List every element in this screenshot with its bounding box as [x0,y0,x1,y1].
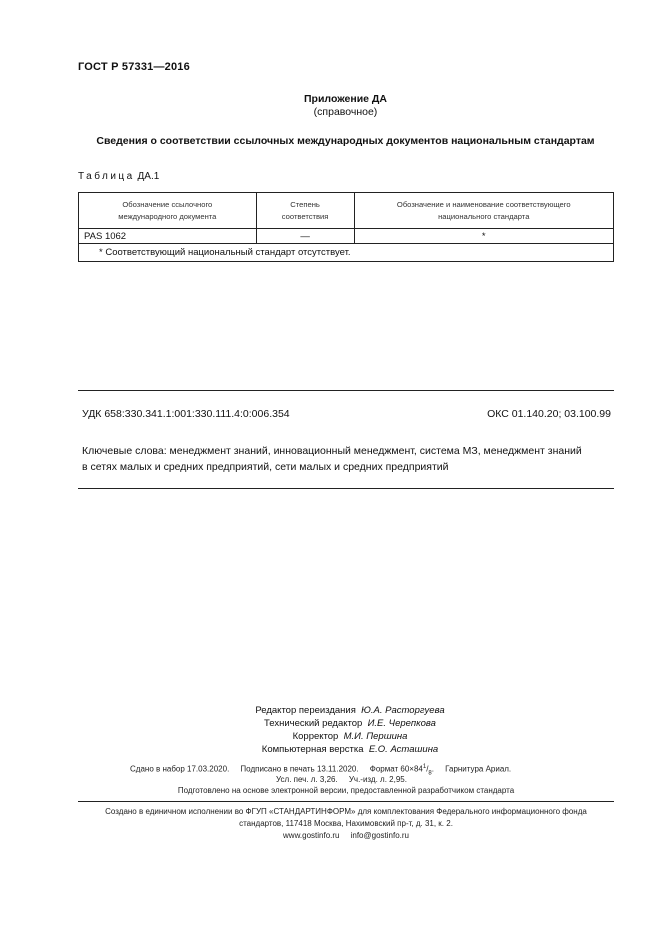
table-cell: PAS 1062 [79,229,257,244]
website-link[interactable]: www.gostinfo.ru [283,831,340,840]
credit-line: Корректор М.И. Першина [292,731,408,742]
footer: Создано в единичном исполнении во ФГУП «СТАНДАРТИНФОРМ» для комплектования Федерального информационного фонда стандартов, 117418 Москва, Нахимовский пр-т, д. 31, к. 2. www.gostinfo.ru info@gostinfo.ru [105,807,587,840]
credits [200,704,500,756]
table-header-cell: Степень соответствия [256,193,354,229]
publishing-line-1: Сдано в набор 17.03.2020. Подписано в печать 13.11.2020. Формат $60\times 84^1/_8$. Гарнитура Ариал. [130,764,512,777]
reference-table [78,192,614,262]
appendix-subtitle: (справочное) [313,106,378,118]
credit-line: Редактор переиздания Ю.А. Расторгуева [255,705,445,716]
table-header-cell: Обозначение ссылочного международного документа [79,193,257,229]
standard-number: ГОСТ Р 57331—2016 [78,61,190,73]
oks-code: ОКС 01.140.20; 03.100.99 [487,408,611,420]
table-note-row [79,244,614,262]
credit-line: Технический редактор И.Е. Черепкова [264,718,436,729]
table-row [79,229,614,244]
table-cell: — [256,229,354,244]
section-heading: Сведения о соответствии ссылочных международных документов национальным стандартам [96,135,595,147]
table-note: * Соответствующий национальный стандарт отсутствует. [79,244,614,262]
keywords: Ключевые слова: менеджмент знаний, инновационный менеджмент, система МЗ, менеджмент знаний в сетях малых и средних предприятий, сети малых и средних предприятий [82,445,582,473]
divider [78,390,614,391]
email-link[interactable]: info@gostinfo.ru [350,831,409,840]
table-caption-id: ДА.1 [137,171,160,182]
table-cell: * [354,229,613,244]
credit-line: Компьютерная верстка Е.О. Асташина [261,744,439,755]
divider [78,801,614,802]
appendix-title: Приложение ДА [304,93,387,105]
publishing-line-3: Подготовлено на основе электронной версии, предоставленной разработчиком стандарта [177,786,515,795]
udk-code: УДК 658:330.341.1:001:330.111.4:0:006.354 [82,408,290,420]
table-caption-prefix: Таблица [78,171,135,182]
table-header-cell: Обозначение и наименование соответствующего национального стандарта [354,193,613,229]
table-header-row [79,193,614,229]
table-caption [78,171,159,182]
divider [78,488,614,489]
publishing-line-2: Усл. печ. л. 3,26. Уч.-изд. л. 2,95. [276,775,407,784]
